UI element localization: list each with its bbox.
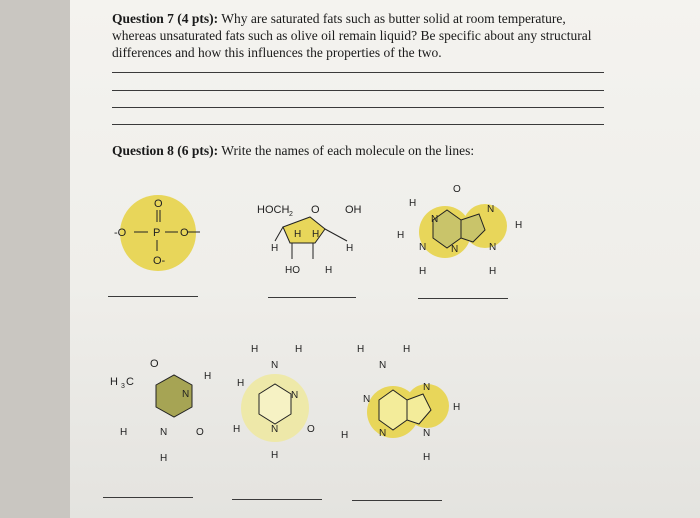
sugar-molecule: [255, 195, 375, 285]
svg-text:H: H: [271, 243, 279, 254]
answer-line-q7-3[interactable]: [112, 107, 604, 108]
svg-text:P: P: [153, 227, 161, 239]
answer-line-q7-2[interactable]: [112, 90, 604, 91]
svg-text:H: H: [489, 266, 497, 277]
svg-text:N: N: [271, 360, 279, 371]
question-8-text: Write the names of each molecule on the lines:: [221, 143, 475, 158]
svg-text:H: H: [160, 453, 168, 464]
svg-text:HOCH: HOCH: [257, 204, 290, 216]
svg-text:N: N: [182, 389, 190, 400]
pyrimidine-molecule-1: [108, 345, 241, 465]
svg-text:2: 2: [289, 211, 293, 218]
svg-text:H: H: [295, 344, 303, 355]
svg-text:O: O: [311, 204, 320, 216]
svg-text:H: H: [423, 452, 431, 463]
answer-line-q7-4[interactable]: [112, 124, 604, 125]
svg-text:N: N: [160, 427, 168, 438]
svg-text:H: H: [233, 424, 241, 435]
purine-molecule-2: [335, 340, 480, 465]
svg-text:H: H: [294, 229, 302, 240]
svg-text:N: N: [379, 360, 387, 371]
svg-text:H: H: [110, 376, 118, 388]
svg-text:H: H: [419, 266, 427, 277]
svg-text:H: H: [357, 344, 365, 355]
svg-text:N: N: [423, 382, 431, 393]
svg-text:C: C: [126, 376, 134, 388]
svg-text:O: O: [154, 198, 163, 210]
svg-text:O: O: [196, 427, 204, 438]
svg-text:O-: O-: [153, 255, 166, 267]
svg-text:3: 3: [121, 383, 125, 390]
purine-molecule-1: [385, 180, 535, 280]
svg-text:H: H: [403, 344, 411, 355]
svg-text:-O: -O: [114, 227, 127, 239]
svg-text:N: N: [431, 214, 439, 225]
svg-text:H: H: [453, 402, 461, 413]
svg-text:O: O: [453, 184, 461, 195]
svg-text:N: N: [451, 244, 459, 255]
svg-text:H: H: [251, 344, 259, 355]
svg-text:N: N: [379, 428, 387, 439]
svg-text:H: H: [325, 265, 333, 276]
svg-text:H: H: [312, 229, 320, 240]
svg-text:N: N: [419, 242, 427, 253]
svg-text:H: H: [397, 230, 405, 241]
svg-text:HO: HO: [285, 265, 300, 276]
svg-text:N: N: [271, 424, 279, 435]
answer-line-molecule-5[interactable]: [232, 499, 322, 500]
svg-text:H: H: [120, 427, 128, 438]
svg-text:H: H: [346, 243, 354, 254]
question-8: [112, 142, 602, 159]
svg-text:N: N: [489, 242, 497, 253]
answer-line-q7-1[interactable]: [112, 72, 604, 73]
answer-line-molecule-3[interactable]: [418, 298, 508, 299]
answer-line-molecule-4[interactable]: [103, 497, 193, 498]
svg-text:O: O: [180, 227, 189, 239]
svg-text:H: H: [204, 371, 212, 382]
svg-text:N: N: [291, 390, 299, 401]
pyrimidine-molecule-2: [225, 340, 335, 465]
svg-text:H: H: [409, 198, 417, 209]
question-7-heading: Question 7 (4 pts):: [112, 11, 219, 26]
answer-line-molecule-1[interactable]: [108, 296, 198, 297]
svg-text:O: O: [150, 358, 159, 370]
answer-line-molecule-2[interactable]: [268, 297, 356, 298]
svg-text:N: N: [423, 428, 431, 439]
phosphate-molecule: [110, 185, 210, 280]
answer-line-molecule-6[interactable]: [352, 500, 442, 501]
svg-text:H: H: [341, 430, 349, 441]
svg-text:O: O: [307, 424, 315, 435]
svg-text:N: N: [363, 394, 371, 405]
question-7: [112, 10, 602, 61]
svg-text:H: H: [271, 450, 279, 461]
svg-text:H: H: [237, 378, 245, 389]
svg-text:OH: OH: [345, 204, 362, 216]
question-8-heading: Question 8 (6 pts):: [112, 143, 219, 158]
svg-text:H: H: [515, 220, 523, 231]
question-7-text: Why are saturated fats such as butter solid at room temperature, whereas unsaturated fats such as olive oil remain liquid? Be specific about any structural differences and how this influences the properties of the two.: [112, 11, 592, 60]
svg-text:N: N: [487, 204, 495, 215]
